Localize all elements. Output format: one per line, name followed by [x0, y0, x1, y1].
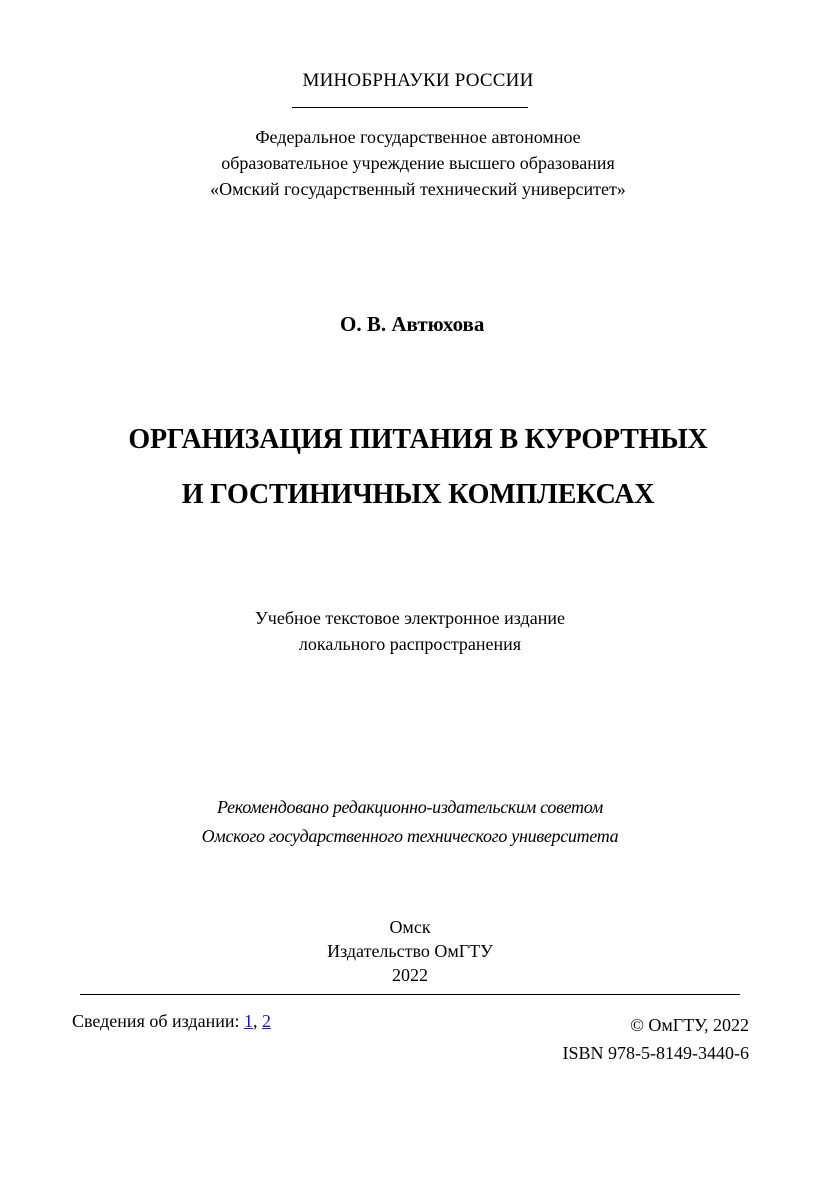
author-name: О. В. Автюхова [340, 312, 485, 336]
footer-divider [80, 994, 740, 995]
imprint-publisher: Издательство ОмГТУ [327, 941, 493, 961]
title-line: ОРГАНИЗАЦИЯ ПИТАНИЯ В КУРОРТНЫХ [128, 424, 708, 455]
edition-line: локального распространения [298, 634, 522, 654]
organization-line: образовательное учреждение высшего образования [221, 153, 615, 173]
isbn: ISBN 978-5-8149-3440-6 [562, 1043, 749, 1063]
edition-line: Учебное текстовое электронное издание [255, 608, 565, 628]
title-line: И ГОСТИНИЧНЫХ КОМПЛЕКСАХ [181, 479, 655, 510]
recommendation-line: Рекомендовано редакционно-издательским советом [217, 797, 603, 817]
link-separator: , [252, 1011, 258, 1031]
edition-info-link-1[interactable]: 1 [243, 1011, 253, 1031]
copyright-block [563, 1011, 750, 1067]
edition-info [72, 1011, 271, 1032]
imprint [0, 915, 820, 987]
recommendation-line: Омского государственного технического университета [201, 826, 619, 846]
ministry-underline [292, 107, 528, 108]
imprint-city: Омск [389, 917, 431, 937]
edition-info-link-2[interactable]: 2 [261, 1011, 271, 1031]
edition-type [0, 605, 820, 657]
organization-line: Федеральное государственное автономное [255, 127, 581, 147]
organization-line: «Омский государственный технический университет» [210, 179, 626, 199]
copyright: © ОмГТУ, 2022 [630, 1015, 749, 1035]
organization-block [0, 124, 836, 202]
ministry-name: МИНОБРНАУКИ РОССИИ [302, 70, 534, 91]
imprint-year: 2022 [392, 965, 428, 985]
edition-info-label: Сведения об издании: [72, 1011, 240, 1031]
recommendation [0, 793, 820, 851]
book-title [0, 412, 836, 522]
